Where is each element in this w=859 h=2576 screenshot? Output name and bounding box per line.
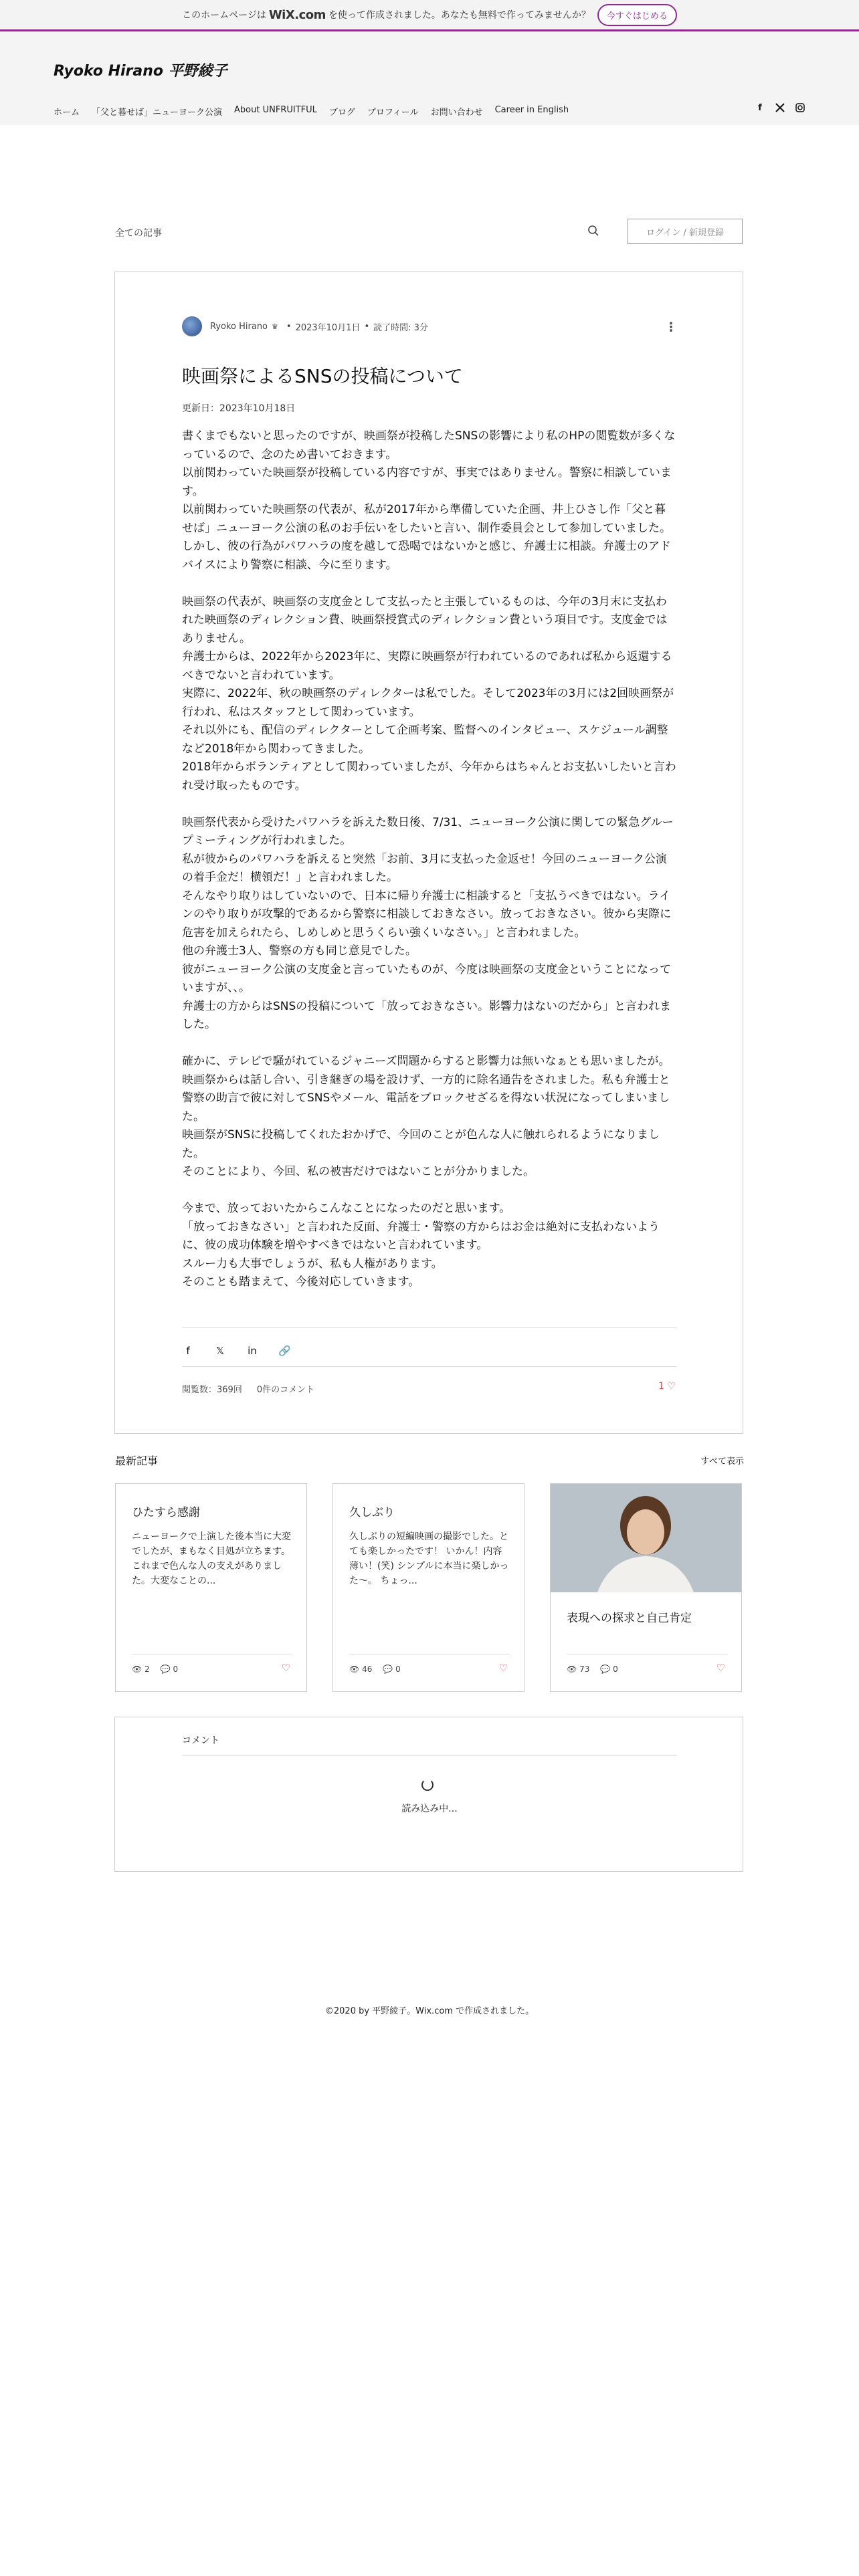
separator-dot: • bbox=[364, 321, 370, 332]
paragraph-gap bbox=[182, 795, 677, 814]
comments-heading: コメント bbox=[182, 1735, 219, 1746]
recent-post-card[interactable] bbox=[550, 1483, 742, 1692]
social-links bbox=[755, 102, 805, 113]
paragraph: そんなやり取りはしていないので、日本に帰り弁護士に相談すると「支払うべきではない。ラインのやり取りが攻撃的であるから警察に相談しておきなさい。放っておきなさい。彼から実際に危害を加えられたら、しめしめと思うくらい強くいなさい。」と言われました。 bbox=[182, 889, 671, 940]
instagram-icon[interactable] bbox=[795, 102, 805, 113]
facebook-share-icon[interactable]: f bbox=[186, 1345, 190, 1357]
view-count: 閲覧数：369回 bbox=[182, 1385, 242, 1395]
card-title[interactable]: 表現への探求と自己肯定 bbox=[567, 1612, 692, 1625]
paragraph: 映画祭からは話し合い、引き継ぎの場を設けず、一方的に除名通告をされました。私も弁護士と警察の助言で彼に対してSNSやメール、電話をブロックせざるを得ない状況になってしまいました。 bbox=[182, 1073, 670, 1123]
card-stats bbox=[567, 1665, 618, 1674]
card-comments: 0 bbox=[395, 1665, 401, 1674]
paragraph: 実際に、2022年、秋の映画祭のディレクターは私でした。そして2023年の3月には2回映画祭が行われ、私はスタッフとして関わっています。 bbox=[182, 687, 674, 719]
blog-post bbox=[114, 272, 743, 1434]
heart-icon[interactable]: ♡ bbox=[281, 1662, 290, 1674]
paragraph: 今まで、放っておいたからこんなことになったのだと思います。 bbox=[182, 1202, 511, 1215]
paragraph: 確かに、テレビで騒がれているジャニーズ問題からすると影響力は無いなぁとも思いましたが。 bbox=[182, 1055, 670, 1068]
search-icon[interactable] bbox=[587, 225, 601, 238]
post-body bbox=[182, 427, 677, 1292]
login-signup-button[interactable]: ログイン / 新規登録 bbox=[628, 219, 743, 244]
paragraph: 私が彼からのパワハラを訴えると突然「お前、3月に支払った金返せ！今回のニューヨーク公演の着手金だ！横領だ！」と言われました。 bbox=[182, 852, 667, 884]
comment-icon: 💬 0 bbox=[160, 1665, 179, 1674]
site-header bbox=[0, 31, 859, 125]
comment-icon: 💬 0 bbox=[600, 1665, 618, 1674]
card-comments: 0 bbox=[173, 1665, 179, 1674]
site-footer: ©2020 by 平野綾子。Wix.com で作成されました。 bbox=[324, 2006, 535, 2016]
paragraph: 他の弁護士3人、警察の方も同じ意見でした。 bbox=[182, 944, 417, 958]
paragraph: 以前関わっていた映画祭の代表が、私が2017年から準備していた企画、井上ひさし作「父と暮せば」ニューヨーク公演の私のお手伝いをしたいと言い、制作委員会として参加していました。しかし、彼の行為がパワハラの度を越して恐喝ではないかと感じ、弁護士に相談。弁護士のアドバイスにより警察に相談、今に至ります。 bbox=[182, 503, 671, 572]
recent-post-card[interactable] bbox=[115, 1483, 307, 1692]
wix-logo[interactable]: WiX.com bbox=[268, 7, 326, 22]
site-title[interactable]: Ryoko Hirano 平野綾子 bbox=[54, 63, 227, 80]
paragraph: 映画祭がSNSに投稿してくれたおかげで、今回のことが色んな人に触れられるようになりました。 bbox=[182, 1128, 660, 1160]
wix-promo-banner bbox=[0, 0, 859, 31]
card-title[interactable]: 久しぶり bbox=[349, 1506, 395, 1519]
crown-icon: ♛ bbox=[272, 322, 278, 331]
paragraph: 弁護士からは、2022年から2023年に、実際に映画祭が行われているのであれば私から返還するべきでないと言われています。 bbox=[182, 650, 672, 682]
paragraph: そのことにより、今回、私の被害だけではないことが分かりました。 bbox=[182, 1165, 535, 1178]
wix-banner-text-after: を使って作成されました。あなたも無料で作ってみませんか？ bbox=[328, 10, 591, 21]
author-name[interactable]: Ryoko Hirano bbox=[210, 321, 268, 332]
paragraph-gap bbox=[182, 1182, 677, 1200]
card-views: 46 bbox=[362, 1665, 373, 1674]
wix-banner-text-before: このホームページは bbox=[182, 10, 266, 21]
card-views: 2 bbox=[145, 1665, 150, 1674]
divider bbox=[182, 1327, 677, 1328]
paragraph: 映画祭の代表が、映画祭の支度金として支払ったと主張しているものは、今年の3月末に支払われた映画祭のディレクション費、映画祭授賞式のディレクション費という項目です。支度金ではありません。 bbox=[182, 595, 668, 645]
paragraph: 映画祭代表から受けたパワハラを訴えた数日後、7/31、ニューヨーク公演に関しての緊急グループミーティングが行われました。 bbox=[182, 815, 674, 847]
eye-icon: 👁 73 bbox=[567, 1665, 590, 1674]
paragraph: それ以外にも、配信のディレクターとして企画考案、監督へのインタビュー、スケジュール調整など2018年から関わってきました。 bbox=[182, 724, 668, 756]
divider bbox=[182, 1366, 677, 1367]
see-all-link[interactable]: すべて表示 bbox=[700, 1457, 744, 1467]
paragraph: 弁護士の方からはSNSの投稿について「放っておきなさい。影響力はないのだから」と言われました。 bbox=[182, 999, 671, 1031]
like-count: 1 bbox=[658, 1381, 664, 1392]
share-bar bbox=[182, 1345, 290, 1357]
card-title[interactable]: ひたすら感謝 bbox=[132, 1506, 200, 1519]
nav-item-ny-performance[interactable]: 「父と暮せば」ニューヨーク公演 bbox=[92, 108, 223, 118]
avatar[interactable] bbox=[182, 316, 202, 336]
paragraph: 書くまでもないと思ったのですが、映画祭が投稿したSNSの影響により私のHPの閲覧数が多くなっているので、念のため書いておきます。 bbox=[182, 429, 676, 461]
card-cover-photo[interactable] bbox=[551, 1484, 741, 1592]
eye-icon: 👁 2 bbox=[132, 1665, 150, 1674]
twitter-icon[interactable] bbox=[775, 102, 785, 113]
loading-text: 読み込み中... bbox=[401, 1804, 458, 1814]
card-views: 73 bbox=[579, 1665, 590, 1674]
card-stats bbox=[349, 1665, 401, 1674]
comment-icon: 💬 0 bbox=[383, 1665, 401, 1674]
nav-item-career-english[interactable]: Career in English bbox=[494, 105, 569, 115]
paragraph: 「放っておきなさい」と言われた反面、弁護士・警察の方からはお金は絶対に支払わないように、彼の成功体験を増やすべきではないと言われています。 bbox=[182, 1220, 660, 1252]
paragraph: 以前関わっていた映画祭が投稿している内容ですが、事実ではありません。警察に相談しています。 bbox=[182, 466, 672, 498]
nav-item-profile[interactable]: プロフィール bbox=[367, 108, 419, 118]
more-options-icon[interactable]: ⋮ bbox=[665, 320, 677, 334]
paragraph-gap bbox=[182, 1035, 677, 1053]
author-row bbox=[182, 315, 677, 338]
all-posts-link[interactable]: 全ての記事 bbox=[115, 228, 162, 239]
start-now-button[interactable]: 今すぐはじめる bbox=[597, 4, 677, 26]
nav-item-blog[interactable]: ブログ bbox=[328, 108, 355, 118]
like-button[interactable] bbox=[658, 1381, 676, 1392]
paragraph-gap bbox=[182, 574, 677, 593]
paragraph: そのことも踏まえて、今後対応していきます。 bbox=[182, 1275, 420, 1289]
heart-icon[interactable]: ♡ bbox=[716, 1662, 725, 1674]
nav-item-contact[interactable]: お問い合わせ bbox=[430, 108, 483, 118]
updated-date: 更新日：2023年10月18日 bbox=[182, 403, 296, 414]
link-share-icon[interactable]: 🔗 bbox=[278, 1345, 291, 1357]
card-excerpt: ニューヨークで上演した後本当に大変でしたが、まもなく目処が立ちます。これまで色んな人の支えがありました。大変なことの... bbox=[132, 1531, 291, 1586]
card-stats bbox=[132, 1665, 178, 1674]
post-title: 映画祭によるSNSの投稿について bbox=[182, 365, 463, 387]
heart-icon[interactable]: ♡ bbox=[667, 1381, 676, 1392]
card-excerpt: 久しぶりの短編映画の撮影でした。とても楽しかったです！ いかん！内容薄い！(笑) シンプルに本当に楽しかった〜。 ちょっ... bbox=[349, 1531, 509, 1586]
main-nav bbox=[54, 105, 569, 118]
twitter-share-icon[interactable]: 𝕏 bbox=[215, 1345, 225, 1357]
recent-post-card[interactable] bbox=[332, 1483, 524, 1692]
paragraph: スルー力も大事でしょうが、私も人権があります。 bbox=[182, 1257, 443, 1271]
linkedin-share-icon[interactable]: in bbox=[248, 1345, 257, 1357]
eye-icon: 👁 46 bbox=[349, 1665, 373, 1674]
read-time: 読了時間: 3分 bbox=[373, 322, 428, 333]
loading-spinner-icon bbox=[421, 1779, 434, 1791]
post-date: 2023年10月1日 bbox=[295, 322, 361, 333]
facebook-icon[interactable]: f bbox=[758, 102, 762, 113]
nav-item-about-unfruitful[interactable]: About UNFRUITFUL bbox=[234, 105, 317, 115]
paragraph: 彼がニューヨーク公演の支度金と言っていたものが、今度は映画祭の支度金ということになっていますが、、。 bbox=[182, 962, 671, 994]
recent-posts-heading: 最新記事 bbox=[115, 1455, 159, 1467]
comment-count[interactable]: 0件のコメント bbox=[256, 1385, 315, 1395]
separator-dot: • bbox=[286, 321, 292, 332]
heart-icon[interactable]: ♡ bbox=[498, 1662, 508, 1674]
comments-section bbox=[114, 1717, 743, 1872]
post-stats bbox=[182, 1382, 314, 1395]
paragraph: 2018年からボランティアとして関わっていましたが、今年からはちゃんとお支払いしたいと言われ受け取ったものです。 bbox=[182, 760, 676, 792]
card-comments: 0 bbox=[613, 1665, 618, 1674]
nav-item-home[interactable]: ホーム bbox=[54, 108, 80, 118]
